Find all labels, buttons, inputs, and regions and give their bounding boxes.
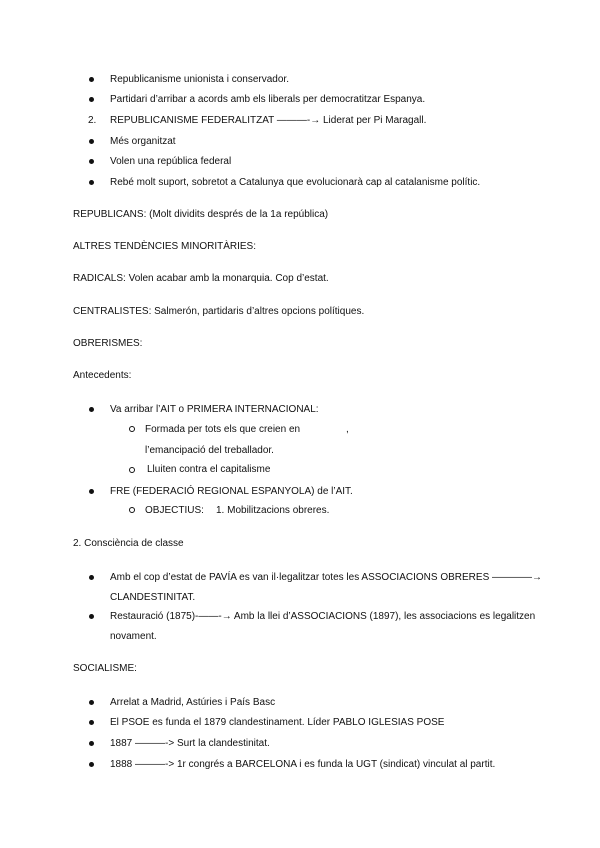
bullet-marker: [89, 159, 94, 164]
sub-item-formada-cont: l’emancipació del treballador.: [145, 445, 274, 456]
bullet-marker: [89, 614, 94, 619]
bullet-marker: [89, 741, 94, 746]
heading-antecedents: Antecedents:: [73, 370, 132, 381]
bullet-marker: [89, 180, 94, 185]
list-item-fre: FRE (FEDERACIÓ REGIONAL ESPANYOLA) de l’AIT.: [110, 486, 353, 497]
list-item: 1887 ———-> Surt la clandestinitat.: [110, 738, 270, 749]
list-item: Amb el cop d’estat de PAVÍA es van il·legalitzar totes les ASSOCIACIONS OBRERES ————→: [110, 572, 543, 583]
paragraph-radicals: RADICALS: Volen acabar amb la monarquia. Cop d’estat.: [73, 273, 329, 284]
heading-socialisme: SOCIALISME:: [73, 663, 137, 674]
list-item: 1888 ———-> 1r congrés a BARCELONA i es funda la UGT (sindicat) vinculat al partit.: [110, 759, 496, 770]
bullet-marker: [89, 575, 94, 580]
circle-marker: [129, 507, 135, 513]
bullet-marker: [89, 77, 94, 82]
bullet-marker: [89, 97, 94, 102]
list-item-cont: CLANDESTINITAT.: [110, 592, 196, 603]
heading-consciencia: 2. Consciència de classe: [73, 538, 184, 549]
bullet-marker: [89, 700, 94, 705]
sub-item-objectius-value: 1. Mobilitzacions obreres.: [216, 505, 330, 516]
bullet-marker: [89, 489, 94, 494]
paragraph-centralistes: CENTRALISTES: Salmerón, partidaris d’altres opcions polítiques.: [73, 306, 365, 317]
sub-item-objectius-label: OBJECTIUS:: [145, 505, 204, 516]
bullet-marker: [89, 762, 94, 767]
list-item: Restauració (1875)-——-→ Amb la llei d’ASSOCIACIONS (1897), les associacions es legalitzen: [110, 611, 536, 622]
sub-item-formada: Formada per tots els que creien en: [145, 424, 301, 435]
list-item-ait: Va arribar l’AIT o PRIMERA INTERNACIONAL:: [110, 404, 319, 415]
list-item: El PSOE es funda el 1879 clandestinament. Líder PABLO IGLESIAS POSE: [110, 717, 445, 728]
sub-item-comma: ,: [346, 424, 349, 435]
circle-marker: [129, 426, 135, 432]
list-item: Rebé molt suport, sobretot a Catalunya que evolucionarà cap al catalanisme polític.: [110, 177, 481, 188]
heading-altres-tendencies: ALTRES TENDÈNCIES MINORITÀRIES:: [73, 241, 256, 252]
list-item: Més organitzat: [110, 136, 176, 147]
sub-item-lluiten: Lluiten contra el capitalisme: [147, 464, 271, 475]
circle-marker: [129, 467, 135, 473]
list-item: Volen una república federal: [110, 156, 232, 167]
list-item: Arrelat a Madrid, Astúries i País Basc: [110, 697, 276, 708]
list-item: Partidari d’arribar a acords amb els liberals per democratitzar Espanya.: [110, 94, 426, 105]
list-item: REPUBLICANISME FEDERALITZAT ———-→ Liderat per Pi Maragall.: [110, 115, 427, 126]
heading-obrerismes: OBRERISMES:: [73, 338, 143, 349]
heading-republicans: REPUBLICANS: (Molt dividits després de la 1a república): [73, 209, 329, 220]
bullet-marker: [89, 720, 94, 725]
bullet-marker: [89, 139, 94, 144]
bullet-marker: [89, 407, 94, 412]
list-item-cont: novament.: [110, 631, 157, 642]
list-number: 2.: [88, 115, 97, 126]
list-item: Republicanisme unionista i conservador.: [110, 74, 289, 85]
